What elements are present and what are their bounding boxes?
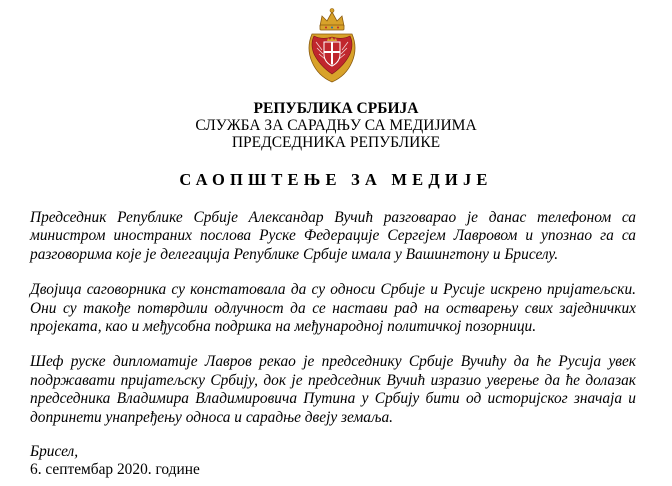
paragraph: Двојица саговорника су констатовала да су односи Србије и Русије искрено пријатељски. Они су такође потврдили одлучност да се настави рад на остварењу свих заједничких пројеката, као и међусобна подршка на међународној политичкој позорници. xyxy=(30,281,636,336)
place: Брисел, xyxy=(30,443,79,460)
place-and-date xyxy=(30,443,200,478)
coat-of-arms-of-serbia-icon xyxy=(304,4,360,84)
document-body xyxy=(30,209,636,444)
organization-name: РЕПУБЛИКА СРБИЈА xyxy=(253,100,419,117)
document-title: САОПШТЕЊЕ ЗА МЕДИЈЕ xyxy=(179,170,493,189)
paragraph: Председник Републике Србије Александар Вучић разговарао је данас телефоном са министром иностраних послова Руске Федерације Сергејем Лавровом и упознао га са разговорима које је делегација Републике Србије имала у Вашингтону и Бриселу. xyxy=(30,209,636,263)
date: 6. септембар 2020. године xyxy=(30,460,200,478)
service-name-line-2: ПРЕДСЕДНИКА РЕПУБЛИКЕ xyxy=(231,134,441,151)
paragraph: Шеф руске дипломатије Лавров рекао је председнику Србије Вучићу да ће Русија увек подржавати пријатељску Србију, док је председник Вучић изразио уверење да ће долазак председника Владимира Владимировича Путина у Србију бити од историјског значаја и допринети унапређењу односа и сарадње двеју земаља. xyxy=(30,353,636,426)
service-name-line-1: СЛУЖБА ЗА САРАДЊУ СА МЕДИЈИМА xyxy=(195,117,477,134)
coat-of-arms xyxy=(304,4,360,84)
letterhead xyxy=(0,100,672,151)
